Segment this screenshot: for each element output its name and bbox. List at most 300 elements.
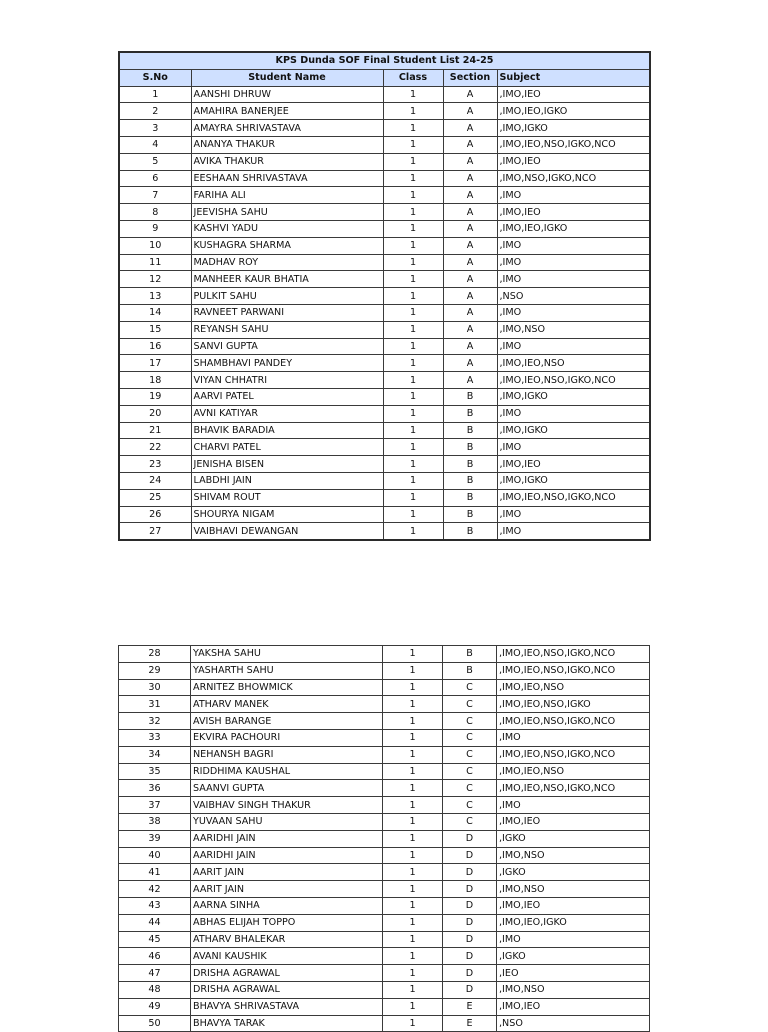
cell-class: 1 <box>383 136 443 153</box>
cell-class: 1 <box>383 864 443 881</box>
cell-student-name: YUVAAN SAHU <box>191 813 383 830</box>
cell-sno: 11 <box>119 254 191 271</box>
cell-subject: ,IMO,IGKO <box>497 472 650 489</box>
cell-class: 1 <box>383 729 443 746</box>
cell-class: 1 <box>383 746 443 763</box>
cell-student-name: AVANI KAUSHIK <box>191 948 383 965</box>
cell-class: 1 <box>383 646 443 663</box>
cell-class: 1 <box>383 355 443 372</box>
cell-subject: ,IMO <box>497 254 650 271</box>
cell-class: 1 <box>383 254 443 271</box>
cell-student-name: RIDDHIMA KAUSHAL <box>191 763 383 780</box>
cell-student-name: AARNA SINHA <box>191 897 383 914</box>
cell-sno: 29 <box>119 662 191 679</box>
cell-class: 1 <box>383 847 443 864</box>
cell-class: 1 <box>383 713 443 730</box>
table-row <box>119 931 650 948</box>
cell-sno: 22 <box>119 439 191 456</box>
table-row <box>119 254 650 271</box>
cell-class: 1 <box>383 187 443 204</box>
table-row <box>119 713 650 730</box>
cell-class: 1 <box>383 1015 443 1032</box>
cell-student-name: AARIT JAIN <box>191 864 383 881</box>
cell-section: D <box>443 931 497 948</box>
cell-sno: 32 <box>119 713 191 730</box>
cell-sno: 44 <box>119 914 191 931</box>
cell-class: 1 <box>383 696 443 713</box>
cell-student-name: FARIHA ALI <box>191 187 383 204</box>
cell-subject: ,IMO,IEO,NSO,IGKO,NCO <box>497 662 650 679</box>
cell-subject: ,IMO <box>497 304 650 321</box>
cell-student-name: LABDHI JAIN <box>191 472 383 489</box>
table-row <box>119 86 650 103</box>
cell-sno: 50 <box>119 1015 191 1032</box>
cell-class: 1 <box>383 489 443 506</box>
cell-section: B <box>443 523 497 540</box>
cell-class: 1 <box>383 288 443 305</box>
table-row <box>119 103 650 120</box>
cell-sno: 19 <box>119 388 191 405</box>
cell-section: D <box>443 830 497 847</box>
cell-subject: ,IMO,IEO,NSO,IGKO,NCO <box>497 372 650 389</box>
cell-subject: ,IMO,IEO <box>497 153 650 170</box>
cell-subject: ,IMO,IEO,IGKO <box>497 103 650 120</box>
table-row <box>119 746 650 763</box>
cell-student-name: AARIT JAIN <box>191 881 383 898</box>
cell-subject: ,IMO,IEO,NSO <box>497 763 650 780</box>
cell-sno: 2 <box>119 103 191 120</box>
cell-subject: ,IMO <box>497 439 650 456</box>
cell-student-name: VAIBHAV SINGH THAKUR <box>191 797 383 814</box>
cell-subject: ,IMO,IEO <box>497 998 650 1015</box>
cell-student-name: AARVI PATEL <box>191 388 383 405</box>
cell-class: 1 <box>383 506 443 523</box>
cell-sno: 37 <box>119 797 191 814</box>
table-row <box>119 170 650 187</box>
table-row <box>119 679 650 696</box>
cell-section: B <box>443 506 497 523</box>
cell-sno: 39 <box>119 830 191 847</box>
cell-sno: 36 <box>119 780 191 797</box>
header-class: Class <box>383 69 443 86</box>
cell-sno: 1 <box>119 86 191 103</box>
cell-section: E <box>443 998 497 1015</box>
cell-student-name: VIYAN CHHATRI <box>191 372 383 389</box>
cell-class: 1 <box>383 338 443 355</box>
cell-class: 1 <box>383 931 443 948</box>
table-row <box>119 388 650 405</box>
cell-class: 1 <box>383 763 443 780</box>
cell-student-name: JEEVISHA SAHU <box>191 204 383 221</box>
cell-subject: ,NSO <box>497 288 650 305</box>
table-row <box>119 646 650 663</box>
cell-subject: ,IEO <box>497 965 650 982</box>
table-row <box>119 187 650 204</box>
cell-section: A <box>443 338 497 355</box>
cell-section: D <box>443 914 497 931</box>
cell-sno: 12 <box>119 271 191 288</box>
cell-sno: 5 <box>119 153 191 170</box>
cell-subject: ,IMO <box>497 931 650 948</box>
cell-sno: 27 <box>119 523 191 540</box>
cell-sno: 43 <box>119 897 191 914</box>
cell-sno: 16 <box>119 338 191 355</box>
cell-class: 1 <box>383 456 443 473</box>
table-row <box>119 204 650 221</box>
cell-sno: 18 <box>119 372 191 389</box>
table-row <box>119 422 650 439</box>
cell-subject: ,IMO <box>497 338 650 355</box>
cell-subject: ,IMO,NSO <box>497 321 650 338</box>
cell-class: 1 <box>383 103 443 120</box>
cell-sno: 8 <box>119 204 191 221</box>
cell-class: 1 <box>383 237 443 254</box>
cell-subject: ,IMO,IEO,NSO,IGKO,NCO <box>497 646 650 663</box>
cell-sno: 38 <box>119 813 191 830</box>
cell-sno: 15 <box>119 321 191 338</box>
cell-sno: 41 <box>119 864 191 881</box>
cell-class: 1 <box>383 679 443 696</box>
cell-class: 1 <box>383 662 443 679</box>
table-row <box>119 237 650 254</box>
cell-student-name: ATHARV BHALEKAR <box>191 931 383 948</box>
cell-section: C <box>443 763 497 780</box>
table-row <box>119 405 650 422</box>
cell-sno: 3 <box>119 120 191 137</box>
cell-student-name: BHAVYA SHRIVASTAVA <box>191 998 383 1015</box>
cell-student-name: YASHARTH SAHU <box>191 662 383 679</box>
cell-student-name: ABHAS ELIJAH TOPPO <box>191 914 383 931</box>
cell-section: A <box>443 321 497 338</box>
cell-class: 1 <box>383 271 443 288</box>
cell-sno: 34 <box>119 746 191 763</box>
table-row <box>119 338 650 355</box>
cell-subject: ,IMO,IEO,NSO <box>497 355 650 372</box>
table-row <box>119 797 650 814</box>
cell-class: 1 <box>383 120 443 137</box>
cell-student-name: AVIKA THAKUR <box>191 153 383 170</box>
cell-subject: ,IMO,IEO,NSO,IGKO,NCO <box>497 136 650 153</box>
cell-student-name: SHOURYA NIGAM <box>191 506 383 523</box>
cell-sno: 21 <box>119 422 191 439</box>
cell-section: A <box>443 170 497 187</box>
cell-class: 1 <box>383 998 443 1015</box>
cell-section: A <box>443 187 497 204</box>
cell-student-name: KUSHAGRA SHARMA <box>191 237 383 254</box>
cell-student-name: EESHAAN SHRIVASTAVA <box>191 170 383 187</box>
table-header-row <box>119 69 650 86</box>
cell-class: 1 <box>383 897 443 914</box>
cell-subject: ,IMO,IEO,IGKO <box>497 914 650 931</box>
cell-sno: 46 <box>119 948 191 965</box>
cell-student-name: AVISH BARANGE <box>191 713 383 730</box>
cell-subject: ,IMO,IEO,NSO,IGKO,NCO <box>497 713 650 730</box>
header-section: Section <box>443 69 497 86</box>
cell-class: 1 <box>383 321 443 338</box>
cell-class: 1 <box>383 881 443 898</box>
cell-class: 1 <box>383 153 443 170</box>
cell-section: C <box>443 780 497 797</box>
cell-subject: ,IMO,IEO,IGKO <box>497 220 650 237</box>
table-row <box>119 965 650 982</box>
table-row <box>119 472 650 489</box>
cell-student-name: AANSHI DHRUW <box>191 86 383 103</box>
student-list-table-page2 <box>118 645 650 1032</box>
cell-section: C <box>443 696 497 713</box>
cell-sno: 48 <box>119 981 191 998</box>
cell-student-name: KASHVI YADU <box>191 220 383 237</box>
cell-student-name: AARIDHI JAIN <box>191 830 383 847</box>
cell-student-name: AMAYRA SHRIVASTAVA <box>191 120 383 137</box>
cell-sno: 6 <box>119 170 191 187</box>
cell-class: 1 <box>383 304 443 321</box>
cell-section: D <box>443 881 497 898</box>
cell-section: A <box>443 153 497 170</box>
cell-sno: 13 <box>119 288 191 305</box>
cell-section: D <box>443 864 497 881</box>
cell-section: D <box>443 965 497 982</box>
cell-class: 1 <box>383 948 443 965</box>
table-body-page2 <box>119 646 650 1032</box>
header-sno: S.No <box>119 69 191 86</box>
cell-student-name: DRISHA AGRAWAL <box>191 981 383 998</box>
cell-subject: ,IMO,IEO,NSO,IGKO <box>497 696 650 713</box>
cell-class: 1 <box>383 981 443 998</box>
cell-student-name: YAKSHA SAHU <box>191 646 383 663</box>
cell-sno: 23 <box>119 456 191 473</box>
cell-section: A <box>443 120 497 137</box>
cell-sno: 35 <box>119 763 191 780</box>
table-row <box>119 729 650 746</box>
cell-subject: ,IMO,IEO <box>497 897 650 914</box>
cell-sno: 28 <box>119 646 191 663</box>
cell-subject: ,IGKO <box>497 864 650 881</box>
cell-student-name: MADHAV ROY <box>191 254 383 271</box>
table-row <box>119 948 650 965</box>
cell-student-name: CHARVI PATEL <box>191 439 383 456</box>
cell-sno: 42 <box>119 881 191 898</box>
cell-class: 1 <box>383 86 443 103</box>
cell-student-name: ARNITEZ BHOWMICK <box>191 679 383 696</box>
table-row <box>119 813 650 830</box>
cell-subject: ,IMO <box>497 237 650 254</box>
cell-class: 1 <box>383 965 443 982</box>
table-row <box>119 1015 650 1032</box>
cell-section: A <box>443 254 497 271</box>
cell-sno: 47 <box>119 965 191 982</box>
cell-class: 1 <box>383 220 443 237</box>
table-row <box>119 321 650 338</box>
cell-class: 1 <box>383 204 443 221</box>
cell-student-name: JENISHA BISEN <box>191 456 383 473</box>
cell-student-name: BHAVIK BARADIA <box>191 422 383 439</box>
table-row <box>119 696 650 713</box>
cell-student-name: AVNI KATIYAR <box>191 405 383 422</box>
cell-sno: 4 <box>119 136 191 153</box>
cell-section: B <box>443 456 497 473</box>
table-row <box>119 288 650 305</box>
cell-class: 1 <box>383 422 443 439</box>
cell-sno: 24 <box>119 472 191 489</box>
cell-student-name: SAANVI GUPTA <box>191 780 383 797</box>
cell-sno: 31 <box>119 696 191 713</box>
cell-student-name: MANHEER KAUR BHATIA <box>191 271 383 288</box>
header-subject: Subject <box>497 69 650 86</box>
cell-student-name: ATHARV MANEK <box>191 696 383 713</box>
cell-sno: 26 <box>119 506 191 523</box>
cell-class: 1 <box>383 523 443 540</box>
table-body-page1 <box>119 86 650 540</box>
cell-subject: ,IMO,IGKO <box>497 388 650 405</box>
table-row <box>119 881 650 898</box>
cell-section: B <box>443 489 497 506</box>
cell-subject: ,IMO <box>497 523 650 540</box>
table-row <box>119 355 650 372</box>
cell-class: 1 <box>383 372 443 389</box>
cell-sno: 49 <box>119 998 191 1015</box>
table-row <box>119 220 650 237</box>
cell-class: 1 <box>383 170 443 187</box>
student-list-table-page1 <box>118 51 651 541</box>
cell-student-name: RAVNEET PARWANI <box>191 304 383 321</box>
cell-section: D <box>443 948 497 965</box>
table-row <box>119 153 650 170</box>
cell-sno: 30 <box>119 679 191 696</box>
cell-sno: 17 <box>119 355 191 372</box>
cell-class: 1 <box>383 472 443 489</box>
cell-student-name: REYANSH SAHU <box>191 321 383 338</box>
table-row <box>119 456 650 473</box>
cell-sno: 10 <box>119 237 191 254</box>
table-row <box>119 304 650 321</box>
cell-class: 1 <box>383 780 443 797</box>
cell-subject: ,IMO,NSO <box>497 981 650 998</box>
table-row <box>119 489 650 506</box>
cell-section: C <box>443 679 497 696</box>
cell-subject: ,NSO <box>497 1015 650 1032</box>
cell-section: A <box>443 86 497 103</box>
cell-section: E <box>443 1015 497 1032</box>
table-row <box>119 136 650 153</box>
cell-student-name: AARIDHI JAIN <box>191 847 383 864</box>
cell-sno: 9 <box>119 220 191 237</box>
cell-section: B <box>443 388 497 405</box>
table-row <box>119 981 650 998</box>
cell-section: B <box>443 646 497 663</box>
cell-section: A <box>443 204 497 221</box>
table-title-row <box>119 52 650 69</box>
cell-section: A <box>443 288 497 305</box>
cell-sno: 33 <box>119 729 191 746</box>
table-row <box>119 864 650 881</box>
cell-subject: ,IMO <box>497 797 650 814</box>
cell-section: C <box>443 713 497 730</box>
cell-sno: 20 <box>119 405 191 422</box>
cell-section: A <box>443 103 497 120</box>
cell-section: C <box>443 797 497 814</box>
cell-class: 1 <box>383 830 443 847</box>
cell-class: 1 <box>383 439 443 456</box>
cell-student-name: AMAHIRA BANERJEE <box>191 103 383 120</box>
cell-section: A <box>443 304 497 321</box>
cell-student-name: PULKIT SAHU <box>191 288 383 305</box>
cell-subject: ,IMO,IGKO <box>497 422 650 439</box>
cell-subject: ,IMO,NSO <box>497 881 650 898</box>
header-student-name: Student Name <box>191 69 383 86</box>
cell-subject: ,IMO <box>497 271 650 288</box>
cell-subject: ,IMO <box>497 405 650 422</box>
cell-sno: 25 <box>119 489 191 506</box>
cell-section: C <box>443 813 497 830</box>
cell-subject: ,IMO,NSO <box>497 847 650 864</box>
cell-subject: ,IMO,IEO,NSO,IGKO,NCO <box>497 780 650 797</box>
table-row <box>119 662 650 679</box>
cell-section: A <box>443 372 497 389</box>
cell-subject: ,IMO,IEO,NSO,IGKO,NCO <box>497 489 650 506</box>
cell-student-name: SHAMBHAVI PANDEY <box>191 355 383 372</box>
cell-section: D <box>443 897 497 914</box>
cell-subject: ,IMO,IEO,NSO <box>497 679 650 696</box>
cell-subject: ,IMO,IEO <box>497 204 650 221</box>
cell-section: A <box>443 271 497 288</box>
cell-subject: ,IMO,IEO <box>497 456 650 473</box>
cell-student-name: SHIVAM ROUT <box>191 489 383 506</box>
cell-section: B <box>443 422 497 439</box>
cell-subject: ,IGKO <box>497 948 650 965</box>
cell-section: C <box>443 746 497 763</box>
cell-section: A <box>443 220 497 237</box>
cell-subject: ,IMO,IEO,NSO,IGKO,NCO <box>497 746 650 763</box>
table-row <box>119 523 650 540</box>
cell-student-name: ANANYA THAKUR <box>191 136 383 153</box>
cell-student-name: DRISHA AGRAWAL <box>191 965 383 982</box>
table-row <box>119 998 650 1015</box>
cell-subject: ,IMO <box>497 729 650 746</box>
cell-student-name: EKVIRA PACHOURI <box>191 729 383 746</box>
cell-class: 1 <box>383 388 443 405</box>
cell-subject: ,IMO,IEO <box>497 86 650 103</box>
cell-subject: ,IMO <box>497 506 650 523</box>
cell-sno: 7 <box>119 187 191 204</box>
cell-subject: ,IGKO <box>497 830 650 847</box>
table-row <box>119 271 650 288</box>
cell-student-name: NEHANSH BAGRI <box>191 746 383 763</box>
cell-class: 1 <box>383 813 443 830</box>
cell-sno: 40 <box>119 847 191 864</box>
table-row <box>119 372 650 389</box>
cell-student-name: VAIBHAVI DEWANGAN <box>191 523 383 540</box>
table-row <box>119 914 650 931</box>
table-row <box>119 780 650 797</box>
cell-class: 1 <box>383 914 443 931</box>
table-row <box>119 763 650 780</box>
table-row <box>119 847 650 864</box>
cell-class: 1 <box>383 405 443 422</box>
table-row <box>119 830 650 847</box>
cell-subject: ,IMO,IEO <box>497 813 650 830</box>
table-title: KPS Dunda SOF Final Student List 24-25 <box>119 52 650 69</box>
cell-section: A <box>443 355 497 372</box>
cell-section: B <box>443 662 497 679</box>
cell-section: B <box>443 405 497 422</box>
cell-section: D <box>443 981 497 998</box>
cell-student-name: SANVI GUPTA <box>191 338 383 355</box>
cell-subject: ,IMO,NSO,IGKO,NCO <box>497 170 650 187</box>
cell-section: C <box>443 729 497 746</box>
table-row <box>119 506 650 523</box>
cell-subject: ,IMO <box>497 187 650 204</box>
table-row <box>119 439 650 456</box>
